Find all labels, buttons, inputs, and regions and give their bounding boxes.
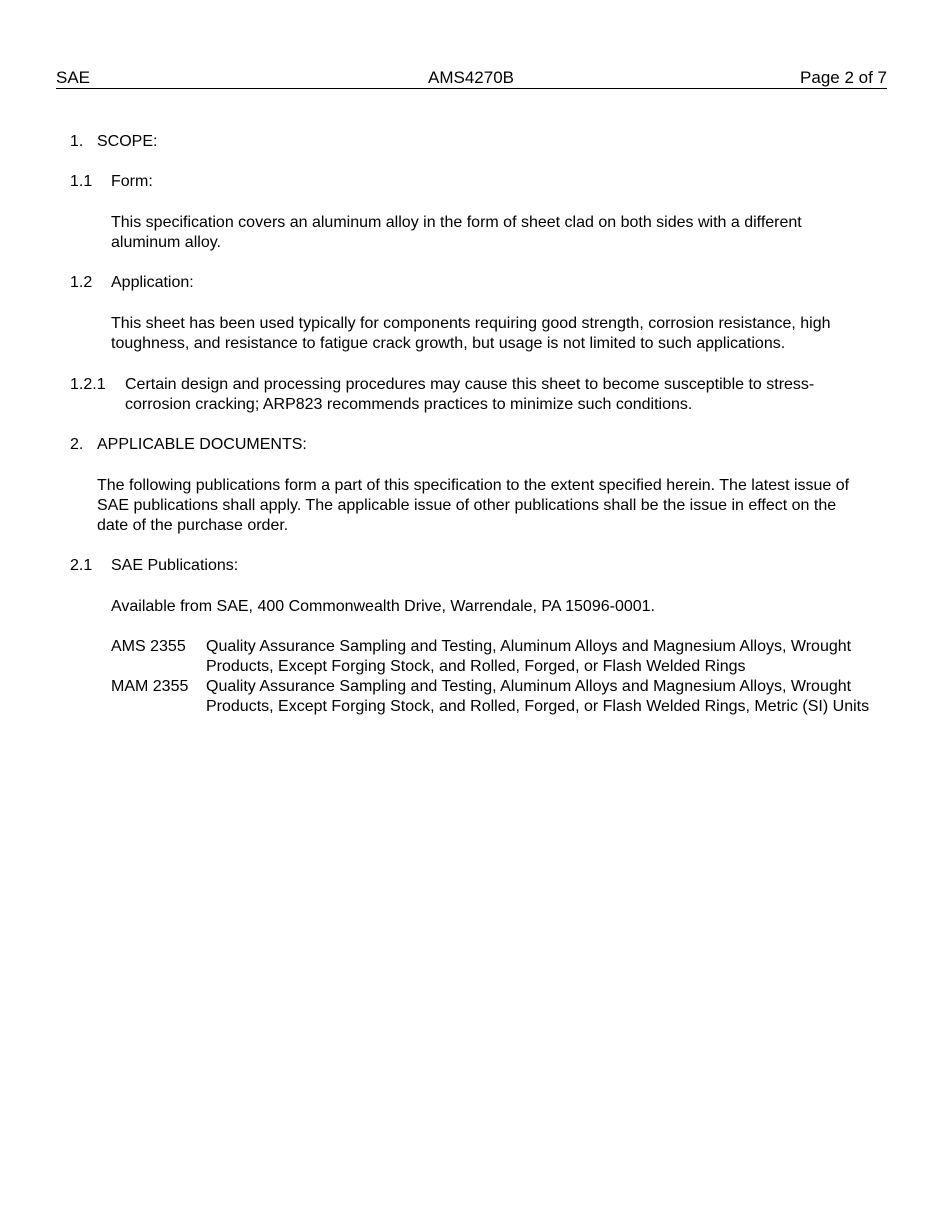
section-paragraph: Available from SAE, 400 Commonwealth Drive, Warrendale, PA 15096-0001.	[111, 598, 655, 615]
section-number: 1.1	[70, 173, 93, 190]
section-title: APPLICABLE DOCUMENTS:	[97, 436, 307, 453]
header-doc-number: AMS4270B	[428, 68, 514, 87]
section-paragraph: This sheet has been used typically for components requiring good strength, corrosion resistance, high toughness, and resistance to fatigue crack growth, but usage is not limited to such applications.	[111, 315, 831, 352]
section-paragraph: This specification covers an aluminum alloy in the form of sheet clad on both sides with a different aluminum alloy.	[111, 214, 802, 251]
section-number: 1.2.1	[70, 376, 106, 393]
section-title: Form:	[111, 173, 153, 190]
reference-title: Quality Assurance Sampling and Testing, Aluminum Alloys and Magnesium Alloys, Wrought Products, Except Forging Stock, and Rolled, Forged, or Flash Welded Rings, Metric (SI) Units	[206, 678, 870, 715]
header-org: SAE	[56, 68, 91, 87]
header-page-number: Page 2 of 7	[800, 68, 887, 87]
section-paragraph: The following publications form a part of this specification to the extent specified herein. The latest issue of SAE publications shall apply. The applicable issue of other publications shall be the issue in effect on the date of the purchase order.	[97, 477, 850, 534]
page-header	[56, 68, 887, 89]
section-title: SCOPE:	[97, 133, 158, 150]
reference-title: Quality Assurance Sampling and Testing, Aluminum Alloys and Magnesium Alloys, Wrought Products, Except Forging Stock, and Rolled, Forged, or Flash Welded Rings	[206, 638, 852, 675]
section-paragraph: Certain design and processing procedures may cause this sheet to become susceptible to stress-corrosion cracking; ARP823 recommends practices to minimize such conditions.	[125, 376, 815, 413]
section-title: Application:	[111, 274, 194, 291]
section-title: SAE Publications:	[111, 557, 239, 574]
section-number: 1.	[70, 133, 84, 150]
reference-code: AMS 2355	[111, 638, 186, 655]
section-number: 2.1	[70, 557, 93, 574]
section-number: 2.	[70, 436, 84, 453]
section-number: 1.2	[70, 274, 93, 291]
reference-code: MAM 2355	[111, 678, 189, 695]
